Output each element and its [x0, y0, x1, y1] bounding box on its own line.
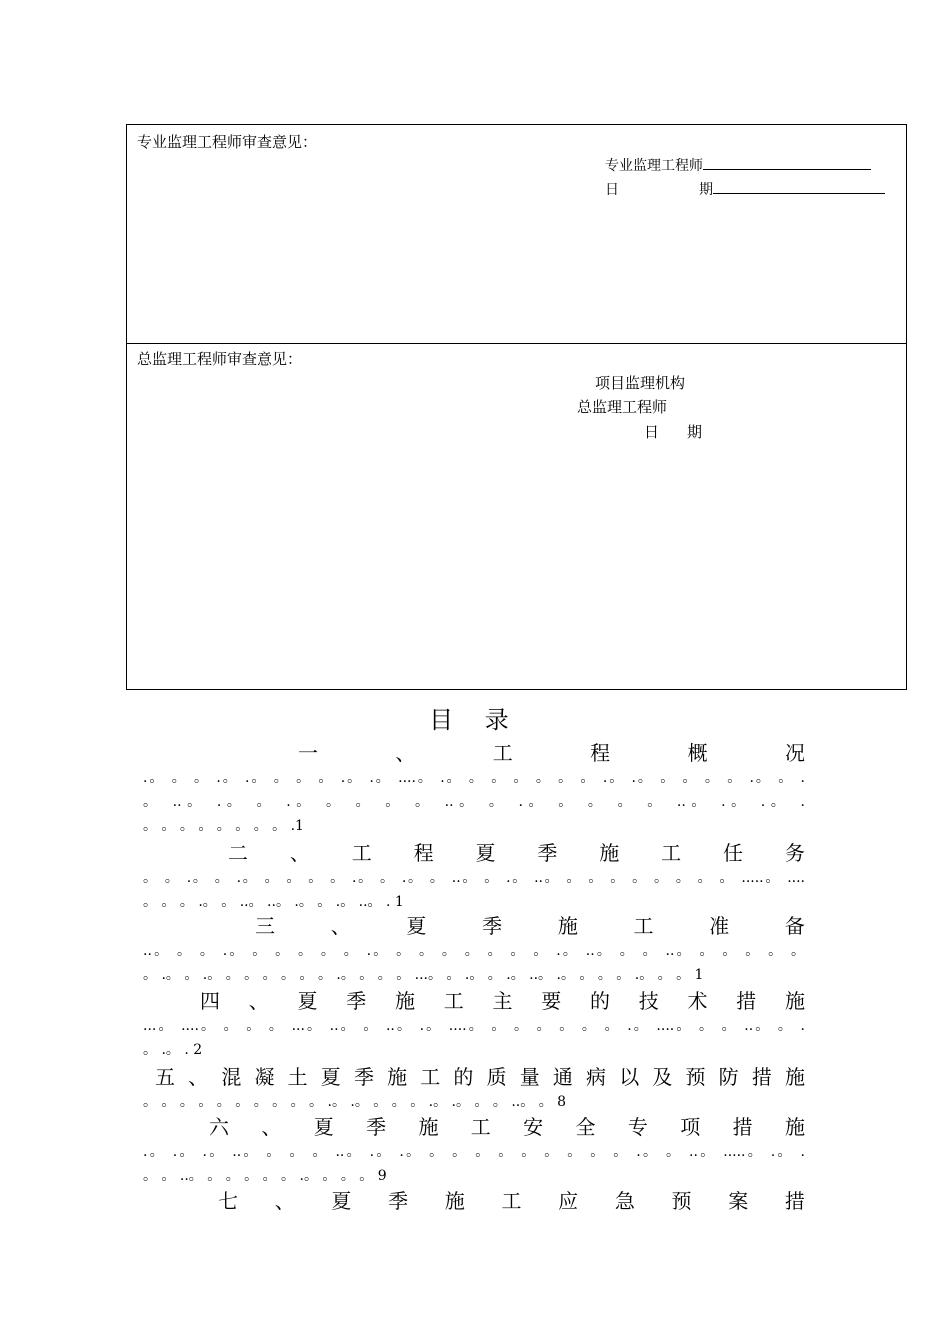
toc-title-char: 预 — [685, 1065, 706, 1089]
toc-title-char: 季 — [346, 989, 367, 1013]
toc-title-char: 工 — [501, 1189, 522, 1213]
toc-title-char: 施 — [395, 989, 415, 1013]
toc-entry-title — [143, 1064, 805, 1090]
toc-entry-title — [143, 740, 805, 766]
toc-title-char: 术 — [687, 989, 708, 1013]
toc-title-char: 二 — [228, 841, 248, 865]
toc-leader-dots: ..。 。 。 .。 。 。 。 。 。 .。 。 。 。 。 。 。 。 .。 ..。 。 。 ..。 。 。 。 。 。 — [143, 943, 805, 959]
toc-title-char: 四 — [200, 989, 220, 1013]
toc-title-char: 质 — [486, 1065, 507, 1089]
toc-title-char: 施 — [387, 1065, 408, 1089]
toc-title-char: 程 — [413, 841, 434, 865]
toc-entry[interactable] — [143, 1188, 805, 1214]
toc-title-char: 季 — [366, 1115, 387, 1139]
toc-title-char: 施 — [418, 1115, 439, 1139]
toc-title-char: 及 — [652, 1065, 673, 1089]
toc-title-char: 措 — [751, 1065, 772, 1089]
toc-leader-page-number: 。 。 。 。 。 。 。 。 。 。 .。 .。 。 。 。 .。 .。 。 。 ..。 。 8 — [143, 1094, 567, 1110]
toc-leader-dots: 。 ..。 .。 。 .。 。 。 。 。 ..。 。 .。 。 。 。 。 ..。 .。 .。 . — [143, 794, 805, 810]
toc-title-char: 施 — [785, 989, 805, 1013]
toc-title-char: 全 — [575, 1115, 596, 1139]
chief-sign-label: 总监理工程师 — [577, 398, 668, 416]
toc-entry[interactable] — [143, 988, 805, 1062]
specialist-signature-line — [605, 155, 871, 175]
toc-leader-page-number: 。 。 。 。 。 。 。 。 .1 — [143, 818, 304, 834]
toc-title-char: 准 — [709, 914, 730, 938]
toc-title-char: 安 — [523, 1115, 544, 1139]
toc-title-char: 施 — [557, 914, 578, 938]
toc-title-char: 量 — [519, 1065, 540, 1089]
toc-title-char: 工 — [420, 1065, 441, 1089]
toc-title-char: 概 — [687, 741, 708, 765]
toc-title-char: 工 — [470, 1115, 491, 1139]
toc-title-char: 七 — [218, 1189, 238, 1213]
specialist-date-blank — [713, 181, 885, 194]
toc-title-char: 措 — [784, 1189, 805, 1213]
toc-leader-page-number: 。 。 ..。 。 。 。 。 。 .。 。 。 。 9 — [143, 1168, 387, 1184]
toc-entry[interactable] — [143, 1114, 805, 1188]
toc-title-char: 季 — [353, 1065, 374, 1089]
toc-leader-dots: 。 。 .。 。 .。 。 。 。 。 .。 。 .。 。 ..。 。 .。 ..。 。 。 。 。 。 。 。 。 .....。 .... — [143, 870, 805, 886]
specialist-date-label-1: 日 — [605, 182, 619, 198]
toc-title-char: 的 — [590, 989, 610, 1013]
specialist-date-line — [605, 179, 885, 199]
toc-entry-title — [143, 1114, 805, 1140]
toc-title-char: 措 — [732, 1115, 753, 1139]
review-form-table — [126, 124, 907, 690]
toc-title-char: 工 — [351, 841, 372, 865]
toc-entry-title — [143, 913, 805, 939]
toc-title-char: 措 — [736, 989, 757, 1013]
chief-date-line — [644, 421, 702, 442]
toc-title-char: 务 — [784, 841, 805, 865]
toc-leader-page-number: 。 .。 . 2 — [143, 1042, 203, 1058]
toc-title-char: 、 — [274, 1189, 295, 1213]
toc-title-char: 程 — [590, 741, 611, 765]
toc-title-char: 工 — [633, 914, 654, 938]
toc-title-char: 土 — [287, 1065, 308, 1089]
specialist-sign-label: 专业监理工程师 — [605, 158, 703, 174]
toc-entry[interactable] — [143, 913, 805, 987]
toc-title-char: 任 — [723, 841, 743, 865]
toc-title-char: 以 — [619, 1065, 640, 1089]
project-org-label: 项目监理机构 — [595, 374, 686, 392]
toc-entry-title — [143, 840, 805, 866]
toc-title-char: 夏 — [320, 1065, 341, 1089]
toc-title-char: 、 — [188, 1065, 209, 1089]
toc-title-char: 混 — [221, 1065, 242, 1089]
toc-title-char: 夏 — [406, 914, 427, 938]
toc-title-char: 三 — [255, 914, 275, 938]
toc-title-char: 施 — [444, 1189, 465, 1213]
toc-title-char: 的 — [453, 1065, 474, 1089]
toc-title-char: 季 — [482, 914, 503, 938]
toc-title-char: 技 — [638, 989, 659, 1013]
toc-title-char: 预 — [671, 1189, 692, 1213]
toc-title-char: 通 — [552, 1065, 573, 1089]
toc-entry[interactable] — [143, 840, 805, 914]
toc-title-char: 工 — [661, 841, 682, 865]
toc-title-char: 季 — [388, 1189, 409, 1213]
toc-entry[interactable] — [143, 740, 805, 838]
chief-review-heading: 总监理工程师审查意见： — [137, 350, 303, 368]
toc-title-char: 、 — [289, 841, 310, 865]
toc-leader-dots: .。 .。 .。 ..。 。 。 。 ..。 .。 .。 。 。 。 。 。 。 。 。 。 .。 。 ..。 .....。 .。 . — [143, 1144, 805, 1160]
toc-title-char: 施 — [784, 1115, 805, 1139]
specialist-review-section — [127, 125, 906, 344]
toc-title-char: 夏 — [297, 989, 318, 1013]
toc-title-char: 施 — [599, 841, 620, 865]
toc-leader-page-number: 。 。 。 .。 。 ..。 ..。 .。 。 .。 ..。 . 1 — [143, 894, 404, 910]
toc-title-char: 项 — [680, 1115, 701, 1139]
specialist-date-label-2: 期 — [699, 182, 713, 198]
toc-title-char: 应 — [558, 1189, 579, 1213]
toc-title-char: 防 — [718, 1065, 739, 1089]
toc-title-char: 、 — [248, 989, 269, 1013]
toc-entry-title — [143, 988, 805, 1014]
toc-title: 目 录 — [429, 706, 521, 734]
toc-title-char: 、 — [395, 741, 416, 765]
toc-title-char: 急 — [614, 1189, 635, 1213]
toc-title-char: 凝 — [254, 1065, 275, 1089]
chief-review-section — [127, 343, 906, 689]
toc-title-char: 季 — [537, 841, 558, 865]
toc-title-char: 工 — [443, 989, 464, 1013]
toc-title-char: 主 — [492, 989, 513, 1013]
toc-entry-title — [143, 1188, 805, 1214]
toc-title-char: 、 — [330, 914, 351, 938]
toc-title-char: 一 — [298, 741, 318, 765]
chief-date-label-2: 期 — [687, 423, 703, 441]
toc-title-char: 况 — [784, 741, 805, 765]
toc-title-char: 施 — [784, 1065, 805, 1089]
toc-title-char: 要 — [541, 989, 562, 1013]
toc-title-char: 夏 — [475, 841, 496, 865]
toc-title-char: 夏 — [313, 1115, 334, 1139]
specialist-review-heading: 专业监理工程师审查意见： — [137, 133, 318, 151]
toc-title-char: 、 — [261, 1115, 282, 1139]
toc-leader-dots: .。 。 。 .。 .。 。 。 。 .。 .。 ....。 .。 。 。 。 。 。 。 .。 .。 。 。 。 。 .。 。 . — [143, 770, 805, 786]
toc-title-char: 备 — [784, 914, 805, 938]
toc-title-char: 工 — [492, 741, 513, 765]
toc-title-char: 病 — [586, 1065, 607, 1089]
toc-title-char: 专 — [627, 1115, 648, 1139]
toc-entry[interactable] — [143, 1064, 805, 1114]
toc-leader-page-number: 。 .。 。 .。 。 。 。 。 。 。 .。 。 。 。 ...。 。 .。 。 .。 ..。 .。 。 。 。 .。 。 。 1 — [143, 967, 704, 983]
toc-title-char: 五 — [155, 1065, 175, 1089]
toc-title-char: 案 — [728, 1189, 749, 1213]
chief-date-label-1: 日 — [644, 423, 660, 441]
specialist-signature-blank — [703, 157, 871, 170]
toc-title-char: 夏 — [331, 1189, 352, 1213]
toc-leader-dots: ...。 ....。 。 。 。 ...。 ..。 。 ..。 .。 ....。 。 。 。 。 。 。 .。 ....。 。 。 ..。 。 . — [143, 1018, 805, 1034]
toc-title-char: 六 — [209, 1115, 229, 1139]
